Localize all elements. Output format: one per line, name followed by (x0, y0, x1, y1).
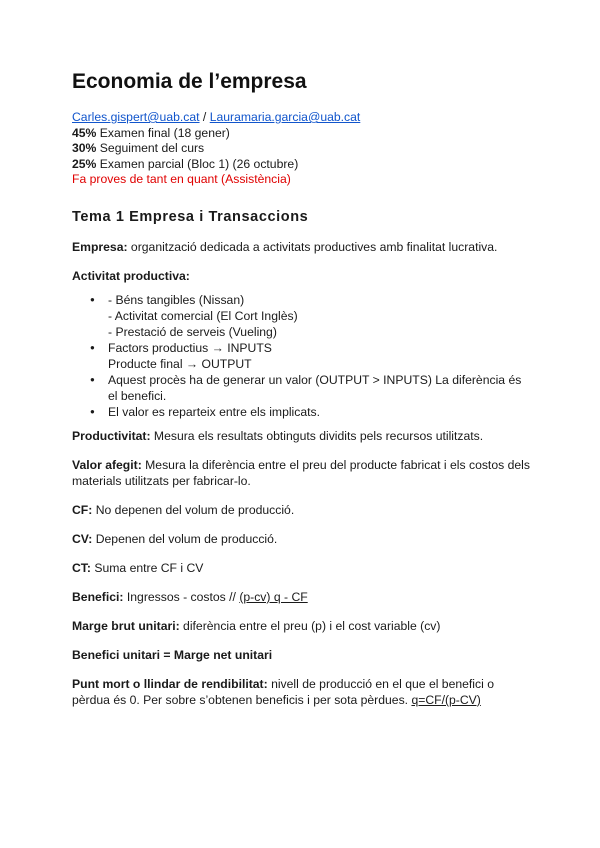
grading-line: 30% Seguiment del curs (72, 141, 205, 156)
benefici-formula: (p-cv) q - CF (239, 589, 308, 604)
attendance-note: Fa proves de tant en quant (Assistència) (72, 172, 291, 187)
contacts-separator: / (199, 110, 210, 124)
list-item: ● - Béns tangibles (Nissan) - Activitat comercial (El Cort Inglès) - Prestació de serveis (Vueling) (92, 292, 532, 340)
list-item: ● El valor es reparteix entre els implicats. (92, 404, 532, 420)
contacts-line (72, 110, 532, 126)
email-link-carles[interactable]: Carles.gispert@uab.cat (72, 110, 200, 124)
def-ct: CT: Suma entre CF i CV (72, 560, 204, 575)
def-cf: CF: No depenen del volum de producció. (72, 502, 295, 517)
activitat-bullet-list (72, 292, 532, 420)
def-cv: CV: Depenen del volum de producció. (72, 531, 278, 546)
def-valor-afegit: Valor afegit: Mesura la diferència entre el preu del producte fabricat i els costos dels materials utilitzats per fabricar-lo. (72, 457, 530, 488)
def-benefici-unitari: Benefici unitari = Marge net unitari (72, 647, 273, 662)
email-link-laura[interactable]: Lauramaria.garcia@uab.cat (209, 110, 361, 124)
def-productivitat: Productivitat: Mesura els resultats obtinguts dividits pels recursos utilitzats. (72, 428, 484, 443)
document-title: Economia de l’empresa (72, 70, 307, 93)
grading-line: 25% Examen parcial (Bloc 1) (26 octubre) (72, 156, 299, 171)
def-empresa: Empresa: organització dedicada a activitats productives amb finalitat lucrativa. (72, 239, 498, 254)
def-benefici: Benefici: Ingressos - costos // (p-cv) q - CF (72, 589, 308, 604)
punt-mort-formula: q=CF/(p-CV) (411, 692, 481, 707)
def-marge-brut: Marge brut unitari: diferència entre el preu (p) i el cost variable (cv) (72, 618, 441, 633)
section-heading: Tema 1 Empresa i Transaccions (72, 208, 309, 225)
document-page (72, 68, 532, 721)
def-punt-mort: Punt mort o llindar de rendibilitat: nivell de producció en el que el benefici o pèrdua és 0. Per sobre s’obtenen beneficis i per sota pèrdues. q=CF/(p-CV) (72, 676, 494, 707)
list-item: ● Factors productius → INPUTS Producte final → OUTPUT (92, 340, 532, 372)
grading-line: 45% Examen final (18 gener) (72, 125, 230, 140)
def-activitat: Activitat productiva: (72, 268, 190, 283)
list-item: ● Aquest procès ha de generar un valor (OUTPUT > INPUTS) La diferència és el benefici. (92, 372, 532, 404)
